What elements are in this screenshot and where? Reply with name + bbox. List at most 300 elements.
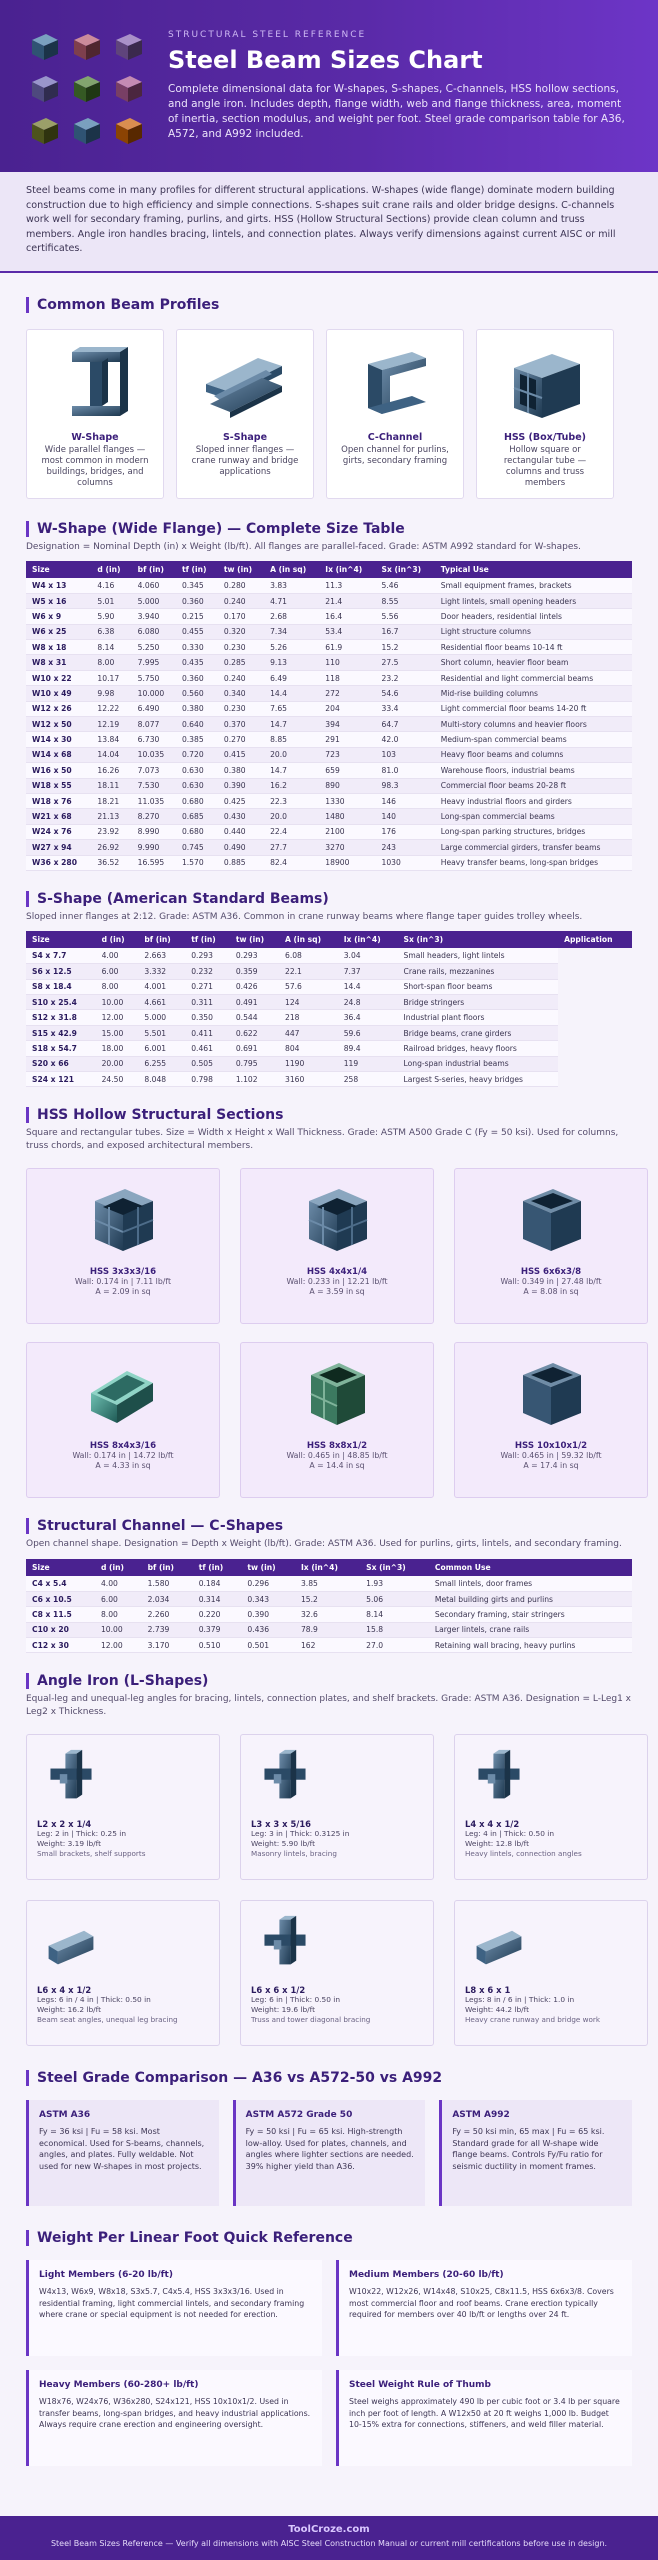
table-cell: W5 x 16 [26, 593, 91, 608]
table-cell: 3.04 [338, 948, 398, 963]
table-cell: S20 x 66 [26, 1056, 96, 1071]
table-cell: 5.46 [376, 578, 435, 593]
table-cell: 14.04 [91, 747, 131, 762]
table-cell: 12.00 [95, 1638, 142, 1653]
table-cell: 0.350 [185, 1010, 230, 1025]
table-cell: 54.6 [376, 686, 435, 701]
table-cell: 78.9 [295, 1622, 360, 1637]
table-cell: 18.00 [96, 1041, 139, 1056]
table-cell: W12 x 50 [26, 717, 91, 732]
table-cell: 118 [319, 670, 375, 685]
table-cell: 81.0 [376, 763, 435, 778]
table-cell: 16.26 [91, 763, 131, 778]
table-cell: 6.49 [264, 670, 319, 685]
table-cell: 5.06 [360, 1591, 429, 1606]
table-cell: 27.5 [376, 655, 435, 670]
table-row [26, 855, 632, 870]
column-header: tw (in) [230, 931, 279, 948]
table-cell: 9.990 [132, 840, 176, 855]
table-cell: W12 x 26 [26, 701, 91, 716]
channel-table [26, 1559, 632, 1653]
footer-note: Steel Beam Sizes Reference — Verify all dimensions with AISC Steel Construction Manual or current mill certifications before use in design. [50, 2539, 608, 2548]
table-cell: 1.570 [176, 855, 218, 870]
table-cell: 0.491 [230, 995, 279, 1010]
table-cell: 16.7 [376, 624, 435, 639]
table-cell: 4.001 [138, 979, 185, 994]
table-cell: 0.370 [218, 717, 264, 732]
table-row [26, 1041, 632, 1056]
table-cell: 0.232 [185, 964, 230, 979]
section-subtitle: Designation = Nominal Depth (in) x Weight (lb/ft). All flanges are parallel-faced. Grade: ASTM A992 standard for W-shapes. [26, 541, 581, 552]
column-header: tw (in) [241, 1559, 295, 1576]
table-cell: 10.00 [95, 1622, 142, 1637]
table-cell: 0.622 [230, 1025, 279, 1040]
table-cell: 2.260 [142, 1607, 193, 1622]
angle-section [0, 1673, 658, 2046]
table-cell: 3160 [279, 1072, 338, 1087]
table-cell: W14 x 68 [26, 747, 91, 762]
table-cell: 5.000 [132, 593, 176, 608]
table-cell: 4.661 [138, 995, 185, 1010]
table-cell: Largest S-series, heavy bridges [398, 1072, 559, 1087]
table-cell: S24 x 121 [26, 1072, 96, 1087]
table-cell: 20.0 [264, 809, 319, 824]
table-cell: 4.00 [96, 948, 139, 963]
table-cell: 3.85 [295, 1576, 360, 1591]
table-cell: 0.440 [218, 824, 264, 839]
table-cell: 53.4 [319, 624, 375, 639]
table-cell: 8.077 [132, 717, 176, 732]
table-cell: 23.2 [376, 670, 435, 685]
table-row [26, 809, 632, 824]
angle-card: L4 x 4 x 1/2 Leg: 4 in | Thick: 0.50 in Weight: 12.8 lb/ft Heavy lintels, connection angles [454, 1734, 648, 1880]
table-row [26, 732, 632, 747]
table-cell: Secondary framing, stair stringers [429, 1607, 632, 1622]
hss-card: HSS 8x8x1/2 Wall: 0.465 in | 48.85 lb/ft A = 14.4 in sq [240, 1342, 434, 1498]
column-header: Ix (in^4) [338, 931, 398, 948]
angle-card: L8 x 6 x 1 Legs: 8 in / 6 in | Thick: 1.0 in Weight: 44.2 lb/ft Heavy crane runway and bridge work [454, 1900, 648, 2046]
table-cell: 22.4 [264, 824, 319, 839]
table-cell: Long-span commercial beams [435, 809, 632, 824]
table-cell: 13.84 [91, 732, 131, 747]
table-cell: 6.490 [132, 701, 176, 716]
hss-rectangular-icon [83, 1353, 163, 1433]
hero-eyebrow: STRUCTURAL STEEL REFERENCE [168, 30, 367, 40]
table-cell: 18.11 [91, 778, 131, 793]
hss-card: HSS 4x4x1/4 Wall: 0.233 in | 12.21 lb/ft A = 3.59 in sq [240, 1168, 434, 1324]
hss-square-icon [83, 1179, 163, 1259]
table-row [26, 593, 632, 608]
column-header: A (in sq) [279, 931, 338, 948]
table-cell: 8.270 [132, 809, 176, 824]
table-cell: 21.13 [91, 809, 131, 824]
hss-square-icon [511, 1353, 591, 1433]
table-cell: 3.83 [264, 578, 319, 593]
table-cell: 0.271 [185, 979, 230, 994]
column-header: Sx (in^3) [376, 561, 435, 578]
table-cell: 89.4 [338, 1041, 398, 1056]
i-beam-icon [50, 344, 140, 424]
table-cell: 0.293 [185, 948, 230, 963]
table-cell: C8 x 11.5 [26, 1607, 95, 1622]
table-cell: Metal building girts and purlins [429, 1591, 632, 1606]
table-cell: Crane rails, mezzanines [398, 964, 559, 979]
table-cell: 0.640 [176, 717, 218, 732]
table-cell: 12.19 [91, 717, 131, 732]
table-cell: 26.92 [91, 840, 131, 855]
table-cell: S6 x 12.5 [26, 964, 96, 979]
table-cell: 9.13 [264, 655, 319, 670]
s-shape-section [0, 891, 658, 1088]
table-cell: 110 [319, 655, 375, 670]
column-header: tf (in) [185, 931, 230, 948]
table-cell: 0.311 [185, 995, 230, 1010]
table-cell: Short column, heavier floor beam [435, 655, 632, 670]
table-cell: 7.65 [264, 701, 319, 716]
table-cell: 82.4 [264, 855, 319, 870]
section-subtitle: Equal-leg and unequal-leg angles for bracing, lintels, connection plates, and shelf brackets. Grade: ASTM A36. Designation = L-Leg1 x Leg2 x Thickness. [26, 1694, 631, 1717]
table-cell: 3.940 [132, 609, 176, 624]
table-cell: 1480 [319, 809, 375, 824]
table-cell: 3.332 [138, 964, 185, 979]
table-cell: S15 x 42.9 [26, 1025, 96, 1040]
hss-card: HSS 10x10x1/2 Wall: 0.465 in | 59.32 lb/ft A = 17.4 in sq [454, 1342, 648, 1498]
table-cell: Long-span parking structures, bridges [435, 824, 632, 839]
table-cell: 0.380 [176, 701, 218, 716]
table-cell: 1030 [376, 855, 435, 870]
table-cell: 9.98 [91, 686, 131, 701]
table-cell: 0.230 [218, 640, 264, 655]
table-header-row [26, 561, 632, 578]
table-cell: 36.52 [91, 855, 131, 870]
table-cell: 0.293 [230, 948, 279, 963]
table-row [26, 1607, 632, 1622]
table-cell: 5.750 [132, 670, 176, 685]
table-cell: 8.00 [95, 1607, 142, 1622]
table-row [26, 793, 632, 808]
table-cell: 12.00 [96, 1010, 139, 1025]
table-cell: 243 [376, 840, 435, 855]
table-cell: 0.560 [176, 686, 218, 701]
table-row [26, 1025, 632, 1040]
hss-square-icon [297, 1353, 377, 1433]
table-cell: W8 x 18 [26, 640, 91, 655]
section-title: Angle Iron (L-Shapes) [26, 1673, 632, 1689]
table-cell: 103 [376, 747, 435, 762]
table-cell: Commercial floor beams 20-28 ft [435, 778, 632, 793]
column-header: Size [26, 561, 91, 578]
table-cell: 0.359 [230, 964, 279, 979]
table-cell: 0.436 [241, 1622, 295, 1637]
table-cell: 0.360 [176, 593, 218, 608]
table-cell: 59.6 [338, 1025, 398, 1040]
table-cell: 0.380 [218, 763, 264, 778]
box-icon [112, 114, 146, 148]
table-cell: 1190 [279, 1056, 338, 1071]
table-row [26, 686, 632, 701]
table-cell: 0.320 [218, 624, 264, 639]
table-cell: 0.426 [230, 979, 279, 994]
table-cell: 0.390 [218, 778, 264, 793]
table-cell: 57.6 [279, 979, 338, 994]
table-cell: 11.3 [319, 578, 375, 593]
table-cell: 36.4 [338, 1010, 398, 1025]
table-row [26, 1591, 632, 1606]
section-subtitle: Sloped inner flanges at 2:12. Grade: ASTM A36. Common in crane runway beams where flange taper guides trolley wheels. [26, 911, 583, 922]
grade-card: ASTM A36 Fy = 36 ksi | Fu = 58 ksi. Most economical. Used for S-beams, channels, angles, and plates. Fully weldable. Not used for new W-shapes in most projects. [26, 2100, 219, 2206]
table-cell: 10.035 [132, 747, 176, 762]
hss-square-icon [511, 1179, 591, 1259]
box-icon [70, 72, 104, 106]
table-cell: 27.0 [360, 1638, 429, 1653]
table-cell: 1.93 [360, 1576, 429, 1591]
intro-text: Steel beams come in many profiles for different structural applications. W-shapes (wide flange) dominate modern building construction due to high efficiency and simple connections. S-shapes suit crane rails and older bridge designs. C-channels work well for secondary framing, purlins, and girts. HSS (Hollow Structural Sections) provide clean column and truss members. Angle iron handles bracing, lintels, and connection plates. Always verify dimensions against current AISC or mill certificates. [0, 172, 658, 273]
weight-card: Light Members (6-20 lb/ft) W4x13, W6x9, W8x18, S3x5.7, C4x5.4, HSS 3x3x3/16. Used in residential framing, light commercial lintels, and secondary framing where crane or special equipment is not needed for erection. [26, 2260, 322, 2356]
section-title: Steel Grade Comparison — A36 vs A572-50 vs A992 [26, 2070, 632, 2086]
table-row [26, 1010, 632, 1025]
table-cell: 7.073 [132, 763, 176, 778]
table-cell: 5.01 [91, 593, 131, 608]
table-cell: 0.630 [176, 778, 218, 793]
table-cell: 204 [319, 701, 375, 716]
table-row [26, 1072, 632, 1087]
table-cell: Light structure columns [435, 624, 632, 639]
weight-card: Steel Weight Rule of Thumb Steel weighs approximately 490 lb per cubic foot or 3.4 lb per square inch per foot of length. A W12x50 at 20 ft weighs 1,000 lb. Budget 10-15% extra for connections, stiffeners, and weld filler material. [336, 2370, 632, 2466]
table-row [26, 1576, 632, 1591]
table-cell: 5.26 [264, 640, 319, 655]
table-cell: 8.00 [96, 979, 139, 994]
table-cell: 15.2 [295, 1591, 360, 1606]
table-cell: 5.56 [376, 609, 435, 624]
grade-card: ASTM A992 Fy = 50 ksi min, 65 max | Fu = 65 ksi. Standard grade for all W-shape wide flange beams. Controls Fy/Fu ratio for seismic ductility in moment frames. [439, 2100, 632, 2206]
table-cell: 5.250 [132, 640, 176, 655]
table-cell: W27 x 94 [26, 840, 91, 855]
table-cell: 0.345 [176, 578, 218, 593]
table-cell: 8.048 [138, 1072, 185, 1087]
table-cell: 42.0 [376, 732, 435, 747]
table-cell: 0.170 [218, 609, 264, 624]
table-cell: 258 [338, 1072, 398, 1087]
table-cell: 7.995 [132, 655, 176, 670]
table-cell: 6.38 [91, 624, 131, 639]
table-cell: 16.2 [264, 778, 319, 793]
section-subtitle: Open channel shape. Designation = Depth x Weight (lb/ft). Grade: ASTM A36. Used for purlins, girts, lintels, and secondary framing. [26, 1539, 622, 1550]
table-cell: Residential and light commercial beams [435, 670, 632, 685]
table-cell: Long-span industrial beams [398, 1056, 559, 1071]
table-cell: S10 x 25.4 [26, 995, 96, 1010]
hss-square-icon [297, 1179, 377, 1259]
beam-cluster-logo [28, 30, 148, 148]
table-cell: Medium-span commercial beams [435, 732, 632, 747]
table-cell: 5.90 [91, 609, 131, 624]
table-cell: Larger lintels, crane rails [429, 1622, 632, 1637]
table-cell: 8.55 [376, 593, 435, 608]
table-cell: S18 x 54.7 [26, 1041, 96, 1056]
table-cell: 0.691 [230, 1041, 279, 1056]
table-cell: C12 x 30 [26, 1638, 95, 1653]
table-cell: Heavy floor beams and columns [435, 747, 632, 762]
table-cell: 6.00 [95, 1591, 142, 1606]
table-cell: Light lintels, small opening headers [435, 593, 632, 608]
table-cell: 0.340 [218, 686, 264, 701]
table-cell: 4.16 [91, 578, 131, 593]
table-cell: 4.71 [264, 593, 319, 608]
table-row [26, 964, 632, 979]
table-cell: Industrial plant floors [398, 1010, 559, 1025]
table-cell: 14.7 [264, 763, 319, 778]
table-cell: 0.330 [176, 640, 218, 655]
table-cell: 0.798 [185, 1072, 230, 1087]
table-cell: 0.220 [193, 1607, 242, 1622]
table-cell: 0.314 [193, 1591, 242, 1606]
table-row [26, 670, 632, 685]
table-cell: 8.85 [264, 732, 319, 747]
weight-card: Medium Members (20-60 lb/ft) W10x22, W12x26, W14x48, S10x25, C8x11.5, HSS 6x6x3/8. Covers most commercial floor and roof beams. Crane erection typically required for members over 40 lb/ft or lengths over 24 ft. [336, 2260, 632, 2356]
angle-bar-icon [471, 1913, 527, 1971]
table-cell: 0.425 [218, 793, 264, 808]
table-row [26, 655, 632, 670]
table-cell: 2.68 [264, 609, 319, 624]
table-cell: 1330 [319, 793, 375, 808]
table-cell: 5.000 [138, 1010, 185, 1025]
angle-iron-icon [257, 1747, 313, 1805]
table-cell: Bridge beams, crane girders [398, 1025, 559, 1040]
table-row [26, 747, 632, 762]
table-cell: S12 x 31.8 [26, 1010, 96, 1025]
table-cell: 119 [338, 1056, 398, 1071]
table-cell: 0.240 [218, 593, 264, 608]
section-subtitle: Square and rectangular tubes. Size = Width x Height x Wall Thickness. Grade: ASTM A500 Grade C (Fy = 50 ksi). Used for columns, truss chords, and exposed architectural members. [26, 1128, 619, 1151]
column-header: Sx (in^3) [360, 1559, 429, 1576]
table-cell: 6.08 [279, 948, 338, 963]
box-icon [112, 72, 146, 106]
table-cell: 0.680 [176, 824, 218, 839]
column-header: bf (in) [132, 561, 176, 578]
column-header: Size [26, 931, 96, 948]
box-icon [70, 114, 104, 148]
column-header: bf (in) [142, 1559, 193, 1576]
table-cell: 7.530 [132, 778, 176, 793]
table-cell: C10 x 20 [26, 1622, 95, 1637]
table-cell: 0.435 [176, 655, 218, 670]
table-cell: 5.501 [138, 1025, 185, 1040]
table-cell: C6 x 10.5 [26, 1591, 95, 1606]
table-cell: 0.505 [185, 1056, 230, 1071]
table-row [26, 948, 632, 963]
table-cell: Bridge stringers [398, 995, 559, 1010]
table-cell: 0.544 [230, 1010, 279, 1025]
table-cell: 804 [279, 1041, 338, 1056]
table-cell: 3270 [319, 840, 375, 855]
w-shape-table [26, 561, 632, 871]
table-cell: 0.720 [176, 747, 218, 762]
table-cell: Small headers, light lintels [398, 948, 559, 963]
footer-brand[interactable]: ToolCroze.com [288, 2524, 370, 2535]
angle-card: L6 x 6 x 1/2 Leg: 6 in | Thick: 0.50 in Weight: 19.6 lb/ft Truss and tower diagonal bracing [240, 1900, 434, 2046]
table-cell: C4 x 5.4 [26, 1576, 95, 1591]
table-cell: Large commercial girders, transfer beams [435, 840, 632, 855]
profile-card-s-shape: S-Shape Sloped inner flanges — crane runway and bridge applications [176, 329, 314, 499]
table-cell: 6.080 [132, 624, 176, 639]
table-cell: 723 [319, 747, 375, 762]
table-cell: 447 [279, 1025, 338, 1040]
table-cell: 0.415 [218, 747, 264, 762]
table-cell: 0.296 [241, 1576, 295, 1591]
table-cell: 0.385 [176, 732, 218, 747]
table-cell: 0.490 [218, 840, 264, 855]
table-cell: 3.170 [142, 1638, 193, 1653]
table-cell: Small equipment frames, brackets [435, 578, 632, 593]
table-cell: 0.885 [218, 855, 264, 870]
table-cell: 10.00 [96, 995, 139, 1010]
table-cell: 0.285 [218, 655, 264, 670]
table-cell: 32.6 [295, 1607, 360, 1622]
table-cell: 2100 [319, 824, 375, 839]
table-cell: 64.7 [376, 717, 435, 732]
table-cell: 27.7 [264, 840, 319, 855]
table-cell: 4.060 [132, 578, 176, 593]
table-cell: 0.360 [176, 670, 218, 685]
table-row [26, 979, 632, 994]
table-cell: 8.990 [132, 824, 176, 839]
table-cell: 0.430 [218, 809, 264, 824]
table-cell: 0.680 [176, 793, 218, 808]
column-header: Size [26, 1559, 95, 1576]
weight-card: Heavy Members (60-280+ lb/ft) W18x76, W24x76, W36x280, S24x121, HSS 10x10x1/2. Used in transfer beams, long-span bridges, and heavy industrial applications. Always require crane erection and engineering oversight. [26, 2370, 322, 2466]
angle-iron-icon [43, 1747, 99, 1805]
table-cell: 0.343 [241, 1591, 295, 1606]
table-cell: 0.455 [176, 624, 218, 639]
table-cell: 8.00 [91, 655, 131, 670]
table-cell: 24.8 [338, 995, 398, 1010]
table-cell: 10.17 [91, 670, 131, 685]
hss-section [0, 1107, 658, 1498]
table-header-row [26, 931, 632, 948]
table-cell: 0.411 [185, 1025, 230, 1040]
section-title: S-Shape (American Standard Beams) [26, 891, 632, 907]
table-cell: 1.102 [230, 1072, 279, 1087]
table-cell: 6.001 [138, 1041, 185, 1056]
section-title: Common Beam Profiles [26, 297, 632, 313]
hss-card: HSS 8x4x3/16 Wall: 0.174 in | 14.72 lb/ft A = 4.33 in sq [26, 1342, 220, 1498]
section-title: W-Shape (Wide Flange) — Complete Size Table [26, 521, 632, 537]
box-icon [70, 30, 104, 64]
hss-card: HSS 6x6x3/8 Wall: 0.349 in | 27.48 lb/ft A = 8.08 in sq [454, 1168, 648, 1324]
box-icon [28, 30, 62, 64]
column-header: bf (in) [138, 931, 185, 948]
column-header: d (in) [96, 931, 139, 948]
table-cell: W21 x 68 [26, 809, 91, 824]
table-cell: 10.000 [132, 686, 176, 701]
channel-section [0, 1518, 658, 1653]
table-cell: W16 x 50 [26, 763, 91, 778]
table-cell: 20.0 [264, 747, 319, 762]
grades-section [0, 2070, 658, 2206]
column-header: Sx (in^3) [398, 931, 559, 948]
table-cell: 0.795 [230, 1056, 279, 1071]
page-footer [0, 2516, 658, 2560]
channel-icon [350, 344, 440, 424]
table-row [26, 624, 632, 639]
table-cell: W6 x 9 [26, 609, 91, 624]
table-cell: 0.685 [176, 809, 218, 824]
table-cell: 14.4 [338, 979, 398, 994]
table-cell: 24.50 [96, 1072, 139, 1087]
table-cell: 146 [376, 793, 435, 808]
table-row [26, 640, 632, 655]
table-cell: W4 x 13 [26, 578, 91, 593]
table-cell: 8.14 [91, 640, 131, 655]
